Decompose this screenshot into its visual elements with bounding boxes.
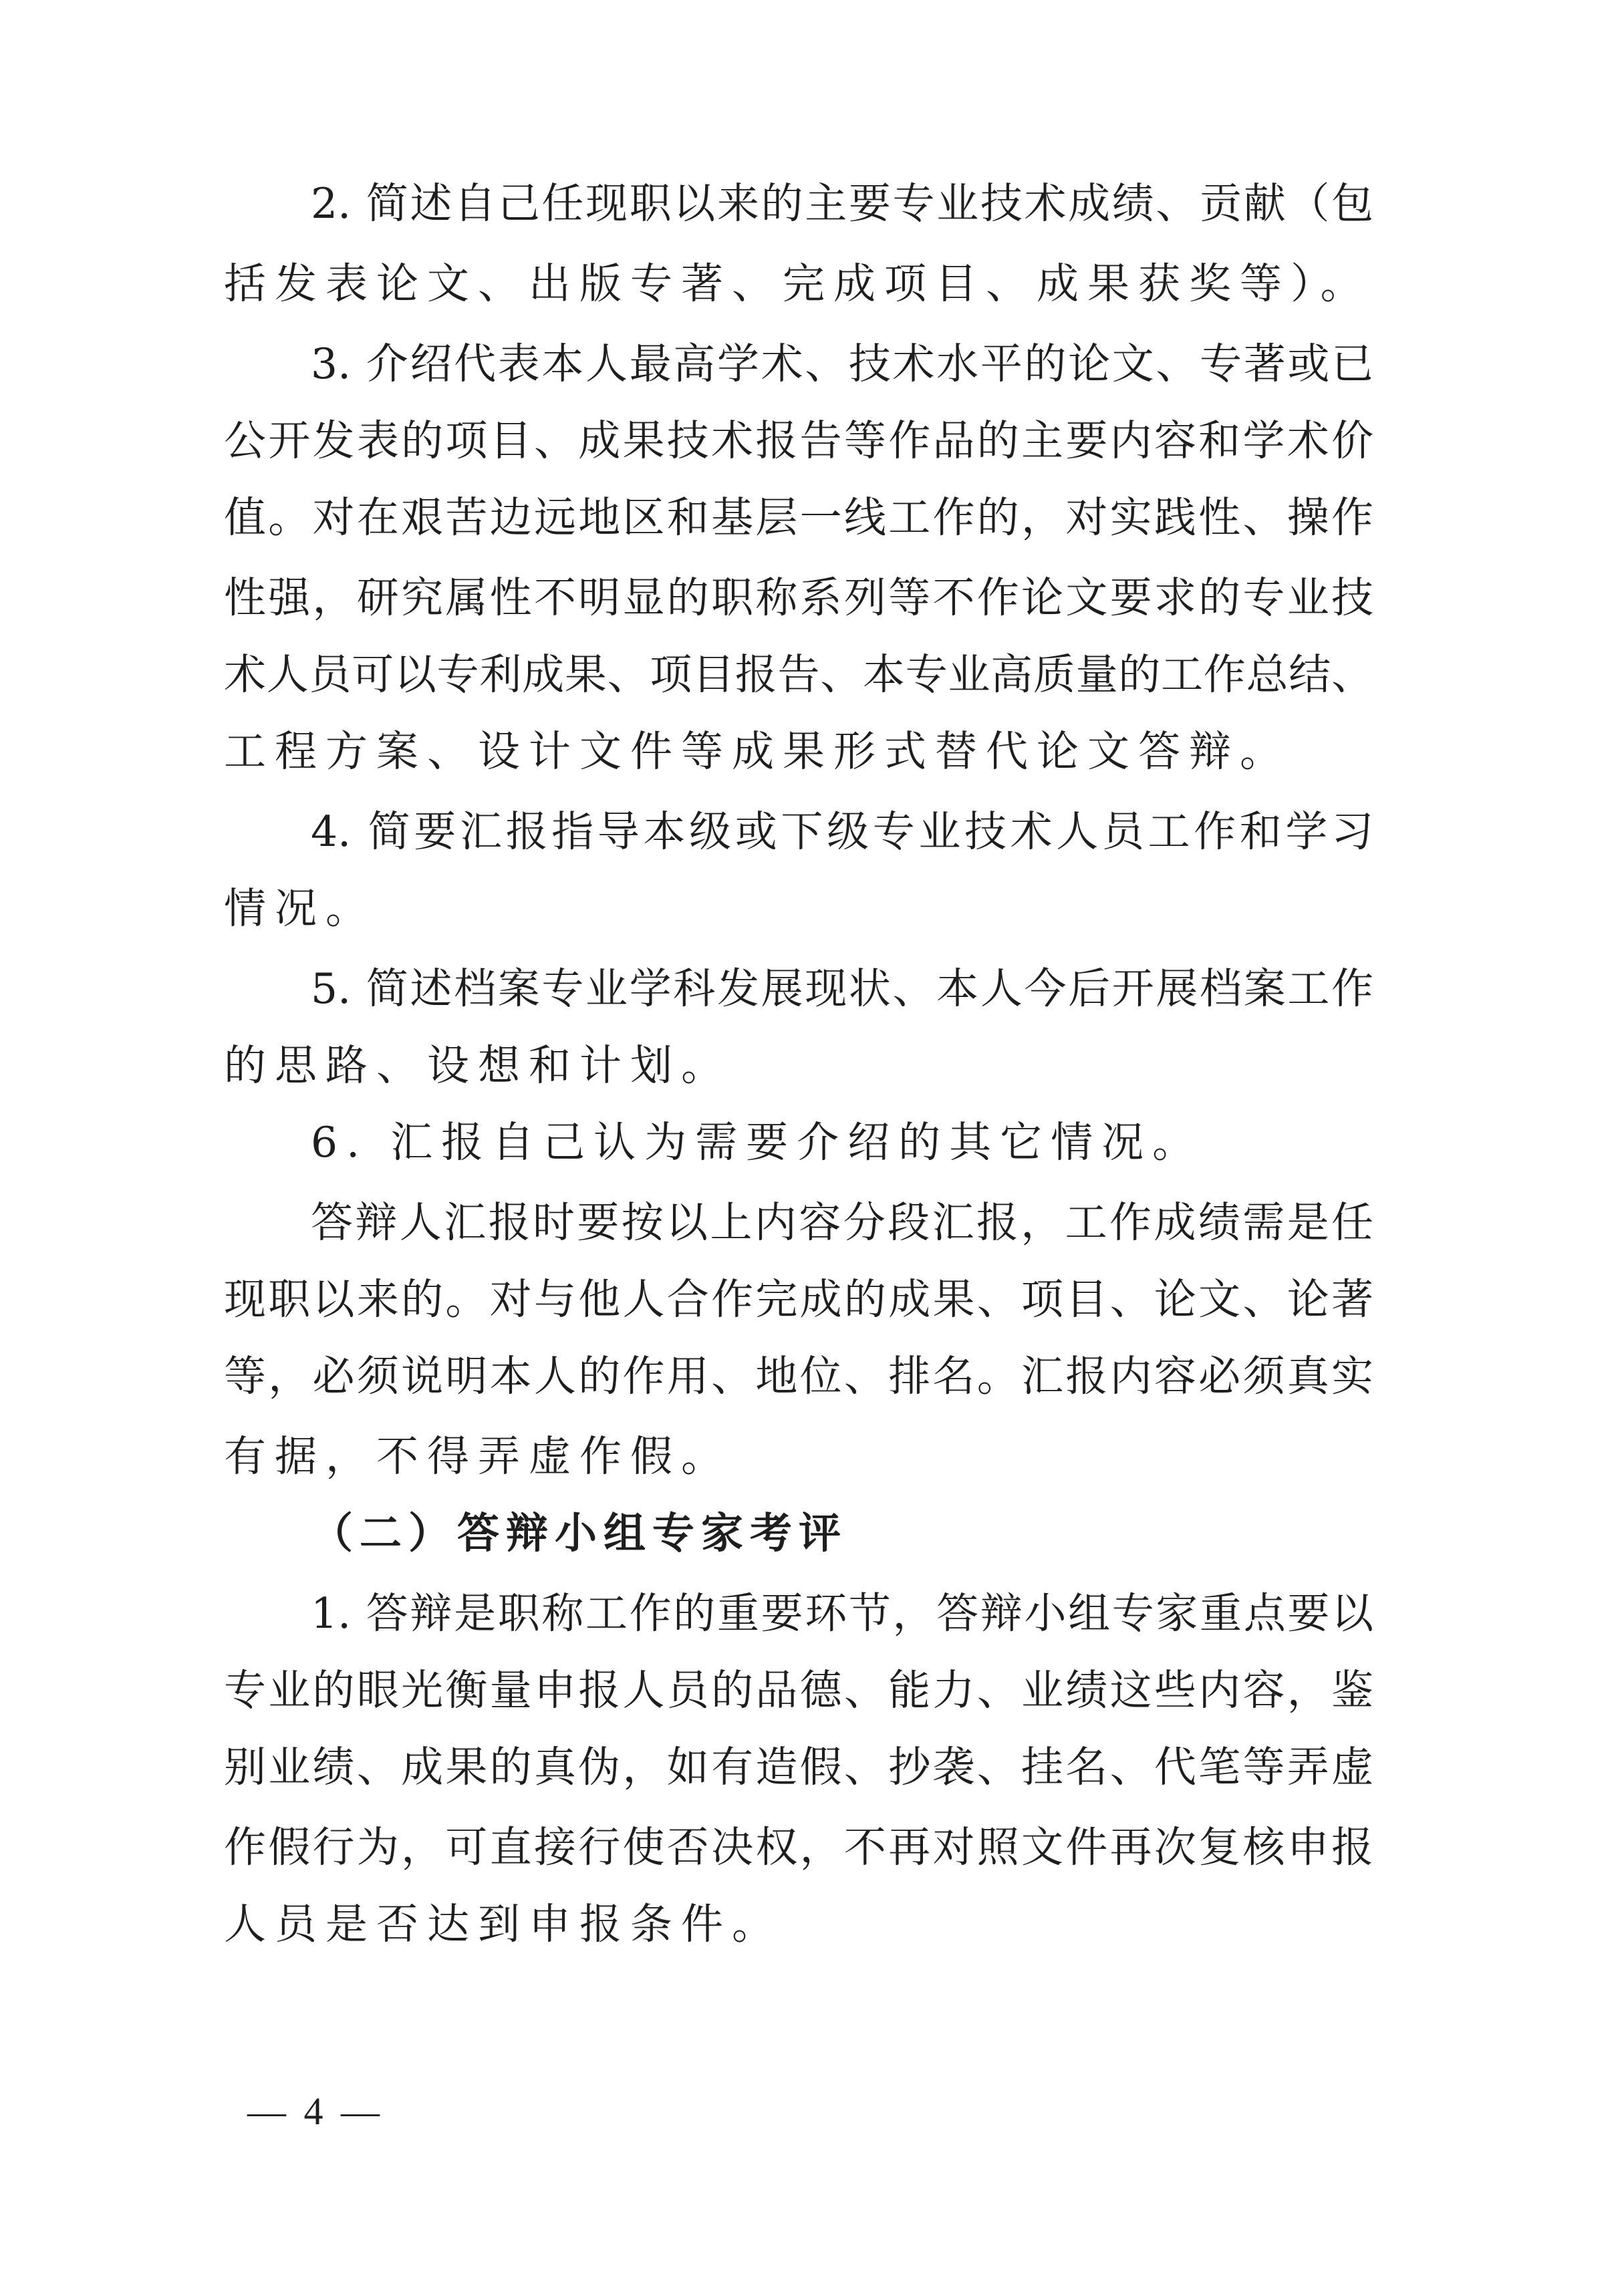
paragraph-line: 4. 简要汇报指导本级或下级专业技术人员工作和学习 — [311, 807, 1373, 856]
paragraph-line: 别业绩、成果的真伪，如有造假、抄袭、挂名、代笔等弄虚 — [224, 1743, 1373, 1791]
paragraph-line: 值。对在艰苦边远地区和基层一线工作的，对实践性、操作 — [224, 493, 1373, 542]
paragraph-line: 有据，不得弄虚作假。 — [224, 1432, 732, 1481]
paragraph-line: 专业的眼光衡量申报人员的品德、能力、业绩这些内容，鉴 — [224, 1666, 1373, 1715]
section-heading: （二）答辩小组专家考评 — [311, 1509, 847, 1558]
paragraph-line: 答辩人汇报时要按以上内容分段汇报，工作成绩需是任 — [311, 1198, 1373, 1247]
paragraph-line: 6. 汇报自己认为需要介绍的其它情况。 — [311, 1118, 1204, 1167]
paragraph-line: 公开发表的项目、成果技术报告等作品的主要内容和学术价 — [224, 416, 1373, 465]
paragraph-line: 工程方案、设计文件等成果形式替代论文答辩。 — [224, 727, 1291, 776]
paragraph-line: 5. 简述档案专业学科发展现状、本人今后开展档案工作 — [311, 964, 1373, 1013]
paragraph-line: 现职以来的。对与他人合作完成的成果、项目、论文、论著 — [224, 1275, 1373, 1324]
paragraph-line: 1. 答辩是职称工作的重要环节，答辩小组专家重点要以 — [311, 1589, 1373, 1638]
paragraph-line: 情况。 — [224, 884, 376, 933]
page-number: — 4 — — [247, 2090, 384, 2133]
paragraph-line: 术人员可以专利成果、项目报告、本专业高质量的工作总结、 — [224, 650, 1373, 699]
paragraph-line: 等，必须说明本人的作用、地位、排名。汇报内容必须真实 — [224, 1352, 1373, 1401]
paragraph-line: 2. 简述自己任现职以来的主要专业技术成绩、贡献（包 — [311, 179, 1373, 228]
paragraph-line: 作假行为，可直接行使否决权，不再对照文件再次复核申报 — [224, 1823, 1373, 1872]
paragraph-line: 性强，研究属性不明显的职称系列等不作论文要求的专业技 — [224, 573, 1373, 622]
paragraph-line: 3. 介绍代表本人最高学术、技术水平的论文、专著或已 — [311, 339, 1373, 388]
paragraph-line: 括发表论文、出版专著、完成项目、成果获奖等）。 — [224, 259, 1371, 308]
paragraph-line: 人员是否达到申报条件。 — [224, 1900, 783, 1949]
paragraph-line: 的思路、设想和计划。 — [224, 1041, 732, 1090]
